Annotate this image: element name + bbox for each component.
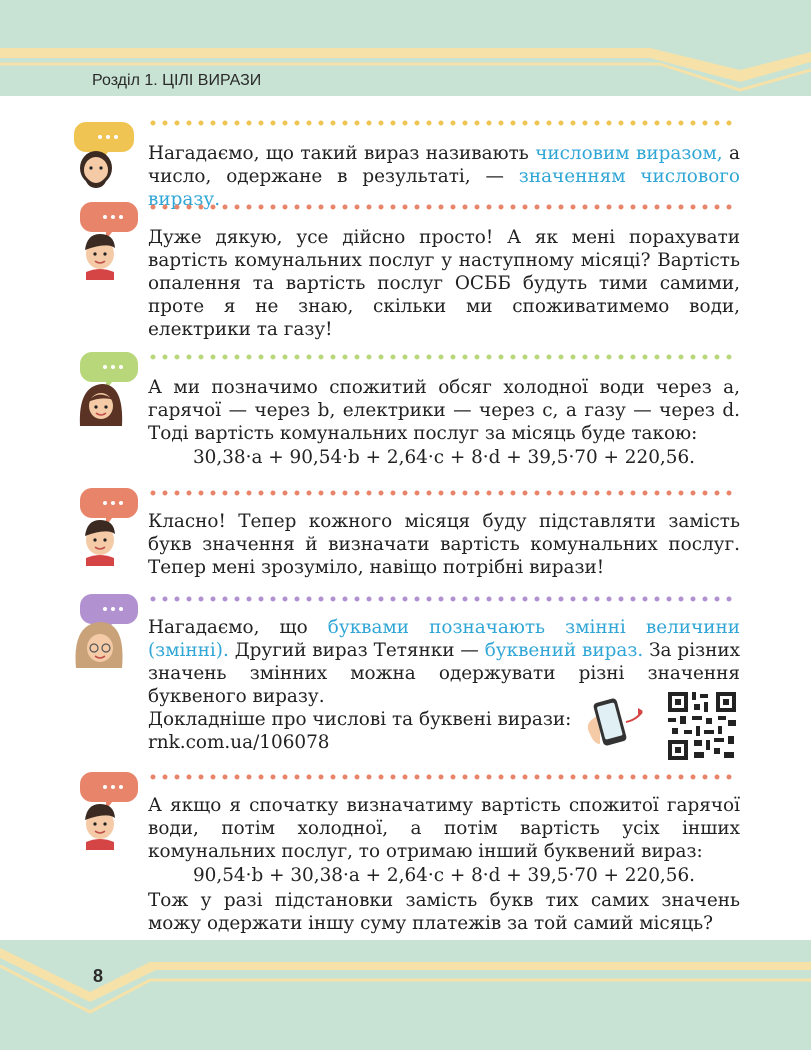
dialog-block-5 bbox=[72, 594, 752, 764]
text-fragment: За різних значень змінних можна одержувати різні значення буквеного виразу. bbox=[148, 640, 740, 707]
qr-code-icon[interactable] bbox=[666, 690, 738, 762]
dialog-block-6 bbox=[72, 772, 752, 942]
text-fragment: Нагадаємо, що такий вираз називають bbox=[148, 143, 536, 164]
boy-avatar-icon bbox=[72, 772, 144, 850]
section-title: Розділ 1. ЦІЛІ ВИРАЗИ bbox=[92, 72, 262, 89]
yellow-dotted-divider bbox=[150, 120, 740, 126]
dialog-block-2 bbox=[72, 202, 752, 352]
purple-dotted-divider bbox=[150, 596, 740, 602]
block-6-text bbox=[148, 794, 740, 935]
term-value-of-expression: значенням числового виразу. bbox=[148, 166, 740, 210]
text-paragraph: Тож у разі підстановки замість букв тих самих значень можу одержати іншу суму платежів за той самий місяць? bbox=[148, 890, 740, 934]
text-fragment: а число, одержане в результаті, — bbox=[148, 143, 740, 187]
block-5-text bbox=[148, 616, 740, 754]
boy-avatar-icon bbox=[72, 488, 144, 566]
block-2-text: Дуже дякую, усе дійсно просто! А як мені порахувати вартість комунальних послуг у наступному місяці? Вартість опалення та вартість послуг ОСББ будуть тими самими, проте я не знаю, скільки ми споживатимемо води, електрики та газу! bbox=[148, 227, 740, 340]
orange-dotted-divider bbox=[150, 204, 740, 210]
term-variables: буквами позначають змінні величини (змінні). bbox=[148, 617, 740, 661]
orange-dotted-divider bbox=[150, 490, 740, 496]
dialog-block-1 bbox=[72, 118, 752, 210]
block-3-text bbox=[148, 376, 740, 471]
dialog-block-4 bbox=[72, 488, 752, 588]
formula-alt-expression: 90,54·b + 30,38·a + 2,64·c + 8·d + 39,5·70 + 220,56. bbox=[192, 865, 696, 886]
text-fragment: Другий вираз Тетянки — bbox=[228, 640, 485, 661]
term-letter-expression: буквений вираз. bbox=[484, 640, 644, 661]
footer-band bbox=[0, 940, 811, 1050]
text-fragment: Нагадаємо, що bbox=[148, 617, 328, 638]
phone-scan-icon bbox=[586, 694, 646, 750]
text-paragraph: А якщо я спочатку визначатиму вартість спожитої гарячої води, потім холодної, а потім вартість усіх інших комунальних послуг, то отримаю інший буквений вираз: bbox=[148, 795, 740, 862]
block-4-text: Класно! Тепер кожного місяця буду підставляти замість букв значення й визначати вартість комунальних послуг. Тепер мені зрозуміло, навіщо потрібні вирази! bbox=[148, 511, 740, 578]
boy-avatar-icon bbox=[72, 202, 144, 280]
block-1-text bbox=[148, 142, 740, 211]
term-numeric-expression: числовим виразом, bbox=[535, 143, 723, 164]
dialog-block-3 bbox=[72, 352, 752, 482]
green-dotted-divider bbox=[150, 354, 740, 360]
resource-link[interactable]: rnk.com.ua/106078 bbox=[148, 732, 330, 753]
woman-avatar-icon bbox=[72, 594, 144, 672]
formula-cost-expression: 30,38·a + 90,54·b + 2,64·c + 8·d + 39,5·70 + 220,56. bbox=[192, 447, 696, 468]
girl-avatar-icon bbox=[72, 352, 144, 430]
text-paragraph: А ми позначимо спожитий обсяг холодної води через a, гарячої — через b, електрики — через c, а газу — через d. Тоді вартість комунальних послуг за місяць буде такою: bbox=[148, 377, 740, 444]
more-info-label: Докладніше про числові та буквені вирази: bbox=[148, 709, 572, 730]
page-number: 8 bbox=[93, 966, 104, 986]
bearded-man-avatar-icon bbox=[72, 118, 144, 196]
orange-dotted-divider bbox=[150, 774, 740, 780]
